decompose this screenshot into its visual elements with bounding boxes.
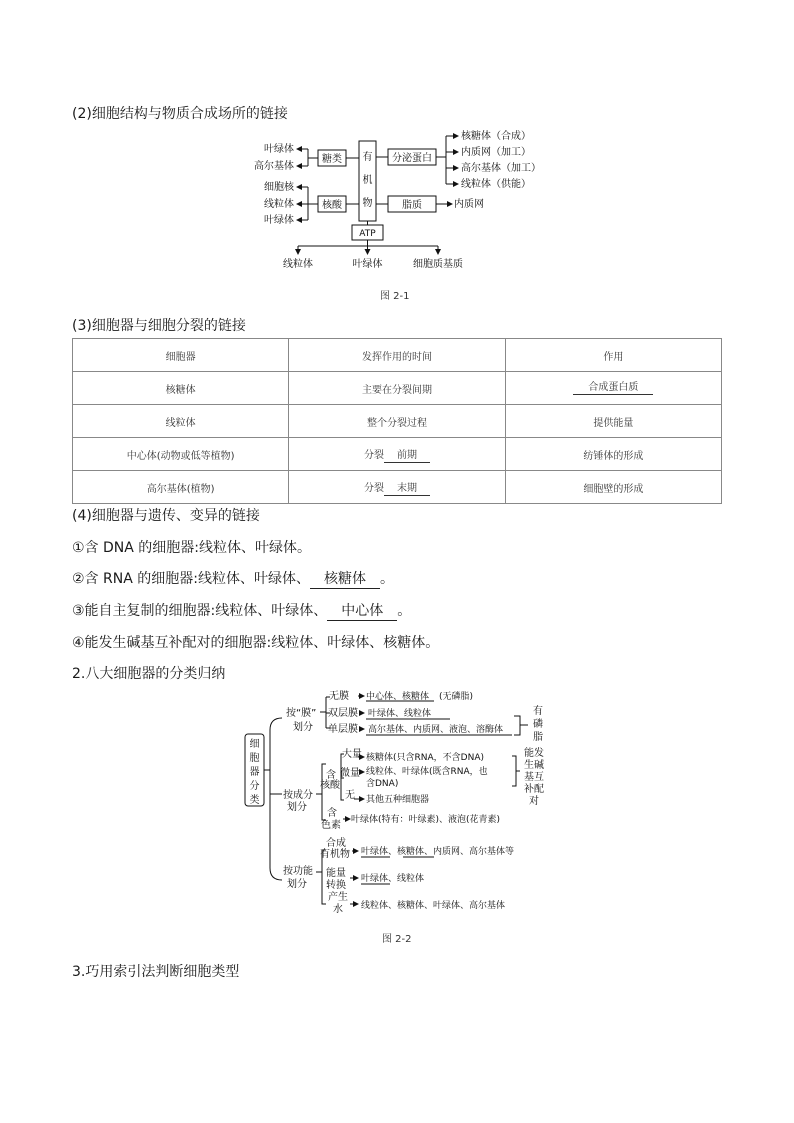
has-phospholipid-2: 磷 bbox=[533, 719, 543, 730]
heredity-item-end: 。 bbox=[379, 571, 394, 587]
no-membrane-label: 无膜 bbox=[329, 691, 349, 702]
contains-nucleic-1: 含 bbox=[326, 770, 336, 781]
protein-site-4: 线粒体（供能） bbox=[461, 179, 531, 190]
by-component-label-1: 按成分 bbox=[283, 790, 313, 801]
double-membrane-label: 双层膜 bbox=[328, 708, 358, 719]
contains-pigment-2: 色素 bbox=[321, 820, 341, 831]
root-char-3: 器 bbox=[249, 767, 260, 778]
figure-caption-2-1: 图 2-1 bbox=[380, 291, 410, 302]
large-items: 核糖体(只含RNA，不含DNA) bbox=[366, 753, 484, 763]
root-char-5: 类 bbox=[249, 795, 260, 806]
protein-site-3: 高尔基体（加工） bbox=[461, 163, 541, 174]
pigment-items: 叶绿体(特有：叶绿素)、液泡(花青素) bbox=[351, 815, 501, 825]
atp-site-3: 细胞质基质 bbox=[413, 259, 463, 270]
heredity-item-text: ②含 RNA 的细胞器:线粒体、叶绿体、 bbox=[72, 571, 310, 587]
energy-convert-1: 能量 bbox=[326, 868, 346, 879]
trace-items-1: 线粒体、叶绿体(既含RNA，也 bbox=[366, 767, 488, 777]
center-char-3: 物 bbox=[362, 198, 373, 209]
section-heading-index: 3.巧用索引法判断细胞类型 bbox=[72, 964, 240, 980]
by-membrane-label-1: 按“膜” bbox=[286, 708, 317, 719]
center-char-2: 机 bbox=[362, 175, 373, 186]
root-char-1: 细 bbox=[249, 739, 260, 750]
cell-time bbox=[289, 438, 505, 471]
header-organelle: 细胞器 bbox=[73, 339, 289, 372]
protein-site-2: 内质网（加工） bbox=[461, 147, 531, 158]
heredity-item-text: ③能自主复制的细胞器:线粒体、叶绿体、 bbox=[72, 603, 328, 619]
synth-organic-2: 有机物 bbox=[320, 849, 350, 860]
nucleic-site-3: 叶绿体 bbox=[264, 215, 294, 226]
section-heading-heredity: (4)细胞器与遗传、变异的链接 bbox=[72, 508, 260, 524]
section-heading-classify: 2.八大细胞器的分类归纳 bbox=[72, 666, 226, 682]
synth-organic-1: 合成 bbox=[326, 838, 346, 849]
table-row bbox=[73, 405, 722, 438]
no-membrane-items: 中心体、核糖体 bbox=[366, 692, 430, 702]
contains-pigment-1: 含 bbox=[327, 808, 337, 819]
has-phospholipid-1: 有 bbox=[533, 706, 543, 717]
root-char-2: 胞 bbox=[249, 753, 260, 764]
figure-organic-matter-synthesis bbox=[230, 128, 560, 276]
heredity-item-text: ①含 DNA 的细胞器:线粒体、叶绿体。 bbox=[72, 540, 311, 556]
heredity-blank-answer: 中心体 bbox=[327, 603, 397, 621]
single-membrane-label: 单层膜 bbox=[328, 724, 358, 735]
lipid-box-label: 脂质 bbox=[402, 200, 422, 211]
water-items: 线粒体、核糖体、叶绿体、高尔基体 bbox=[361, 901, 506, 911]
cell-time: 主要在分裂间期 bbox=[289, 372, 505, 405]
base-pairing-4: 补配 bbox=[524, 784, 544, 795]
atp-site-1: 线粒体 bbox=[283, 259, 313, 270]
heredity-blank-answer: 核糖体 bbox=[310, 571, 380, 589]
section-heading-division: (3)细胞器与细胞分裂的链接 bbox=[72, 318, 246, 334]
nucleic-box-label: 核酸 bbox=[322, 200, 342, 211]
time-prefix: 分裂 bbox=[363, 449, 384, 461]
cell-role: 纺锤体的形成 bbox=[505, 438, 721, 471]
base-pairing-2: 生碱 bbox=[524, 760, 544, 771]
lipid-site: 内质网 bbox=[454, 199, 484, 210]
base-pairing-3: 基互 bbox=[524, 772, 544, 783]
by-function-label-1: 按功能 bbox=[283, 866, 313, 877]
cell-time: 整个分裂过程 bbox=[289, 405, 505, 438]
sugar-site-1: 叶绿体 bbox=[264, 144, 294, 155]
atp-box-label: ATP bbox=[359, 229, 376, 239]
heredity-item-1 bbox=[72, 537, 311, 557]
header-role: 作用 bbox=[505, 339, 721, 372]
heredity-item-4 bbox=[72, 632, 439, 652]
trace-items-2: 含DNA) bbox=[366, 779, 399, 789]
base-pairing-1: 能发 bbox=[524, 748, 544, 759]
cell-role: 提供能量 bbox=[505, 405, 721, 438]
synth-items: 叶绿体、核糖体、内质网、高尔基体等 bbox=[361, 847, 515, 857]
produce-water-2: 水 bbox=[333, 904, 343, 915]
large-amount-label: 大量 bbox=[342, 749, 362, 760]
root-char-4: 分 bbox=[249, 781, 260, 792]
energy-items: 叶绿体、线粒体 bbox=[361, 874, 425, 884]
cell-organelle: 高尔基体(植物) bbox=[73, 471, 289, 504]
organelle-division-table bbox=[72, 338, 722, 504]
figure-organelle-classification bbox=[240, 686, 560, 918]
header-time: 发挥作用的时间 bbox=[289, 339, 505, 372]
produce-water-1: 产生 bbox=[328, 892, 348, 903]
trace-amount-label: 微量 bbox=[340, 768, 360, 779]
nucleic-site-2: 线粒体 bbox=[264, 199, 294, 210]
time-blank-answer: 前期 bbox=[384, 449, 430, 463]
table-row bbox=[73, 438, 722, 471]
heredity-item-3 bbox=[72, 600, 411, 621]
table-row bbox=[73, 372, 722, 405]
base-pairing-5: 对 bbox=[529, 796, 539, 807]
nucleic-site-1: 细胞核 bbox=[264, 182, 294, 193]
role-blank-answer: 合成蛋白质 bbox=[573, 381, 653, 395]
cell-role bbox=[505, 372, 721, 405]
atp-site-2: 叶绿体 bbox=[352, 259, 383, 270]
protein-site-1: 核糖体（合成） bbox=[461, 131, 531, 142]
section-heading-synthesis: (2)细胞结构与物质合成场所的链接 bbox=[72, 106, 288, 122]
cell-organelle: 线粒体 bbox=[73, 405, 289, 438]
time-prefix: 分裂 bbox=[363, 482, 384, 494]
time-blank-answer: 末期 bbox=[384, 482, 430, 496]
cell-organelle: 核糖体 bbox=[73, 372, 289, 405]
cell-organelle: 中心体(动物或低等植物) bbox=[73, 438, 289, 471]
cell-time bbox=[289, 471, 505, 504]
heredity-item-2 bbox=[72, 568, 394, 589]
none-label: 无 bbox=[345, 790, 355, 801]
sugar-site-2: 高尔基体 bbox=[254, 161, 294, 172]
double-membrane-items: 叶绿体、线粒体 bbox=[368, 709, 432, 719]
energy-convert-2: 转换 bbox=[326, 880, 346, 891]
no-phospholipid-note: (无磷脂) bbox=[439, 692, 474, 702]
single-membrane-items: 高尔基体、内质网、液泡、溶酶体 bbox=[368, 725, 504, 735]
heredity-item-text: ④能发生碱基互补配对的细胞器:线粒体、叶绿体、核糖体。 bbox=[72, 635, 440, 651]
center-char-1: 有 bbox=[362, 152, 373, 163]
cell-role: 细胞壁的形成 bbox=[505, 471, 721, 504]
by-component-label-2: 划分 bbox=[287, 802, 307, 813]
sugar-box-label: 糖类 bbox=[322, 154, 342, 165]
protein-box-label: 分泌蛋白 bbox=[392, 153, 432, 164]
heredity-item-end: 。 bbox=[397, 603, 412, 619]
table-row bbox=[73, 471, 722, 504]
none-items: 其他五种细胞器 bbox=[366, 795, 430, 805]
has-phospholipid-3: 脂 bbox=[533, 732, 543, 743]
contains-nucleic-2: 核酸 bbox=[320, 780, 340, 791]
by-function-label-2: 划分 bbox=[287, 879, 307, 890]
figure-caption-2-2: 图 2-2 bbox=[382, 934, 412, 945]
by-membrane-label-2: 划分 bbox=[293, 722, 313, 733]
table-header-row bbox=[73, 339, 722, 372]
